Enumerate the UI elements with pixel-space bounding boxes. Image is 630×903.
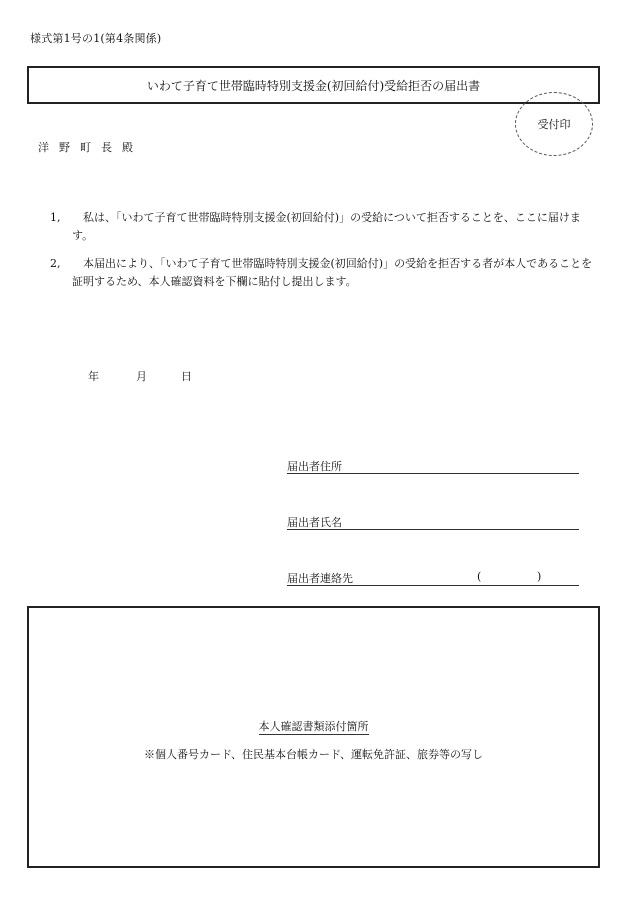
applicant-contact-label: 届出者連絡先 <box>287 572 353 585</box>
form-code: 様式第1号の1(第4条関係) <box>30 32 162 45</box>
id-document-attachment-area <box>27 606 600 868</box>
contact-paren-close: ) <box>537 570 542 583</box>
applicant-address-field[interactable] <box>287 458 579 474</box>
statement-item-1-text: 私は、「いわて子育て世帯臨時特別支援金(初回給付)」の受給について拒否することを、ここに届けます。 <box>72 211 581 242</box>
statement-item-2 <box>50 255 595 291</box>
contact-paren-open: ( <box>477 570 482 583</box>
statement-item-2-number: 2, <box>50 257 61 270</box>
attachment-title-text: 本人確認書類添付箇所 <box>258 720 369 733</box>
reception-stamp-label: 受付印 <box>537 118 571 131</box>
date-year-label: 年 <box>88 370 99 383</box>
date-month-label: 月 <box>136 370 147 383</box>
applicant-name-field[interactable] <box>287 514 579 530</box>
applicant-name-label: 届出者氏名 <box>287 516 342 529</box>
applicant-contact-field[interactable] <box>287 570 579 586</box>
statement-item-1 <box>50 209 595 245</box>
attachment-note: ※個人番号カード、住民基本台帳カード、運転免許証、旅券等の写し <box>143 748 484 761</box>
statement-item-2-text: 本届出により、「いわて子育て世帯臨時特別支援金(初回給付)」の受給を拒否する者が本人であることを証明するため、本人確認資料を下欄に貼付し提出します。 <box>72 257 593 288</box>
attachment-title <box>29 718 598 734</box>
statement-item-1-number: 1, <box>50 211 61 224</box>
applicant-address-label: 届出者住所 <box>287 460 342 473</box>
date-day-label: 日 <box>181 370 192 383</box>
document-title-text: いわて子育て世帯臨時特別支援金(初回給付)受給拒否の届出書 <box>146 78 481 93</box>
document-title <box>27 66 600 104</box>
reception-stamp-area <box>515 92 593 156</box>
addressee: 洋野町長殿 <box>38 141 143 154</box>
